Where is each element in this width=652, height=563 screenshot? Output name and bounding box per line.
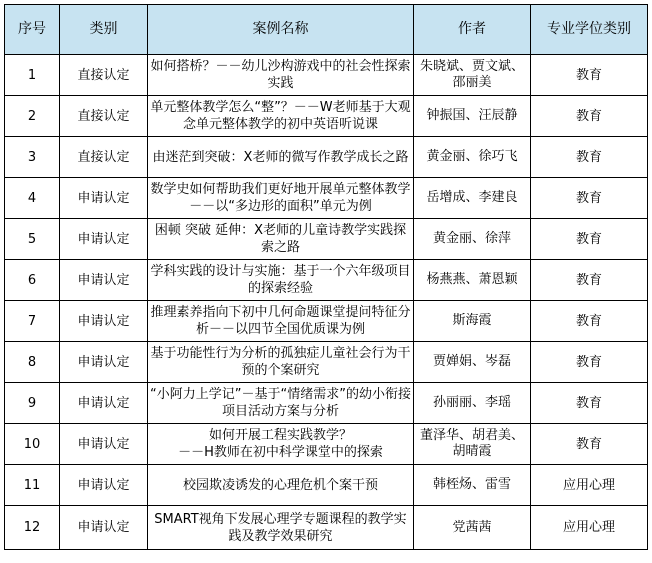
row-category: 直接认定: [60, 96, 148, 137]
row-title: SMART视角下发展心理学专题课程的教学实践及教学效果研究: [148, 506, 414, 550]
case-list: [4, 4, 648, 550]
row-title: “小阿力上学记”－基于“情绪需求”的幼小衔接项目活动方案与分析: [148, 383, 414, 424]
row-no: 8: [5, 342, 60, 383]
row-category: 申请认定: [60, 465, 148, 506]
table-row: [5, 342, 648, 383]
row-no: 1: [5, 55, 60, 96]
row-degree: 应用心理: [531, 506, 648, 550]
row-no: 4: [5, 178, 60, 219]
row-no: 7: [5, 301, 60, 342]
row-title: 基于功能性行为分析的孤独症儿童社会行为干预的个案研究: [148, 342, 414, 383]
table-row: [5, 178, 648, 219]
row-category: 申请认定: [60, 301, 148, 342]
row-authors: 贾婵娟、岑磊: [414, 342, 531, 383]
row-category: 申请认定: [60, 424, 148, 465]
table-row: [5, 383, 648, 424]
table-row: [5, 301, 648, 342]
row-degree: 教育: [531, 424, 648, 465]
row-degree: 教育: [531, 96, 648, 137]
row-authors: 岳增成、李建良: [414, 178, 531, 219]
header-title: 案例名称: [148, 5, 414, 55]
table-row: [5, 219, 648, 260]
row-degree: 教育: [531, 137, 648, 178]
row-category: 申请认定: [60, 342, 148, 383]
row-title: 单元整体教学怎么“整”？－－W老师基于大观念单元整体教学的初中英语听说课: [148, 96, 414, 137]
row-authors: 党茜茜: [414, 506, 531, 550]
row-authors: 孙丽丽、李瑶: [414, 383, 531, 424]
table-row: [5, 137, 648, 178]
row-category: 申请认定: [60, 260, 148, 301]
row-authors: 杨燕燕、萧恩颖: [414, 260, 531, 301]
row-no: 11: [5, 465, 60, 506]
row-authors: 黄金丽、徐巧飞: [414, 137, 531, 178]
row-title: 由迷茫到突破：X老师的微写作教学成长之路: [148, 137, 414, 178]
row-degree: 教育: [531, 178, 648, 219]
row-title: 如何搭桥？－－幼儿沙构游戏中的社会性探索实践: [148, 55, 414, 96]
row-category: 申请认定: [60, 383, 148, 424]
table-row: [5, 424, 648, 465]
row-no: 6: [5, 260, 60, 301]
row-degree: 教育: [531, 260, 648, 301]
table-row: [5, 55, 648, 96]
header-no: 序号: [5, 5, 60, 55]
row-category: 申请认定: [60, 506, 148, 550]
row-degree: 教育: [531, 55, 648, 96]
row-no: 9: [5, 383, 60, 424]
table-row: [5, 96, 648, 137]
row-degree: 应用心理: [531, 465, 648, 506]
table-row: [5, 506, 648, 550]
row-degree: 教育: [531, 342, 648, 383]
header-row: [5, 5, 648, 55]
row-no: 12: [5, 506, 60, 550]
row-title: 学科实践的设计与实施：基于一个六年级项目的探索经验: [148, 260, 414, 301]
row-authors: 董泽华、胡君美、胡晴霞: [414, 424, 531, 465]
row-degree: 教育: [531, 301, 648, 342]
row-no: 2: [5, 96, 60, 137]
row-category: 申请认定: [60, 219, 148, 260]
row-title: 校园欺凌诱发的心理危机个案干预: [148, 465, 414, 506]
row-title: 如何开展工程实践教学？ －－H教师在初中科学课堂中的探索: [148, 424, 414, 465]
row-title: 推理素养指向下初中几何命题课堂提问特征分析－－以四节全国优质课为例: [148, 301, 414, 342]
header-degree: 专业学位类别: [531, 5, 648, 55]
row-authors: 韩桎炀、雷雪: [414, 465, 531, 506]
row-authors: 斯海霞: [414, 301, 531, 342]
row-degree: 教育: [531, 383, 648, 424]
row-category: 申请认定: [60, 178, 148, 219]
table-row: [5, 260, 648, 301]
row-degree: 教育: [531, 219, 648, 260]
header-category: 类别: [60, 5, 148, 55]
row-category: 直接认定: [60, 55, 148, 96]
row-no: 5: [5, 219, 60, 260]
header-authors: 作者: [414, 5, 531, 55]
row-authors: 朱晓斌、贾文斌、邵丽美: [414, 55, 531, 96]
row-no: 10: [5, 424, 60, 465]
row-title: 困顿 突破 延伸：X老师的儿童诗教学实践探索之路: [148, 219, 414, 260]
row-category: 直接认定: [60, 137, 148, 178]
case-table: [4, 4, 648, 550]
row-authors: 黄金丽、徐萍: [414, 219, 531, 260]
row-authors: 钟振国、汪辰静: [414, 96, 531, 137]
row-title: 数学史如何帮助我们更好地开展单元整体教学－－以“多边形的面积”单元为例: [148, 178, 414, 219]
table-row: [5, 465, 648, 506]
row-no: 3: [5, 137, 60, 178]
